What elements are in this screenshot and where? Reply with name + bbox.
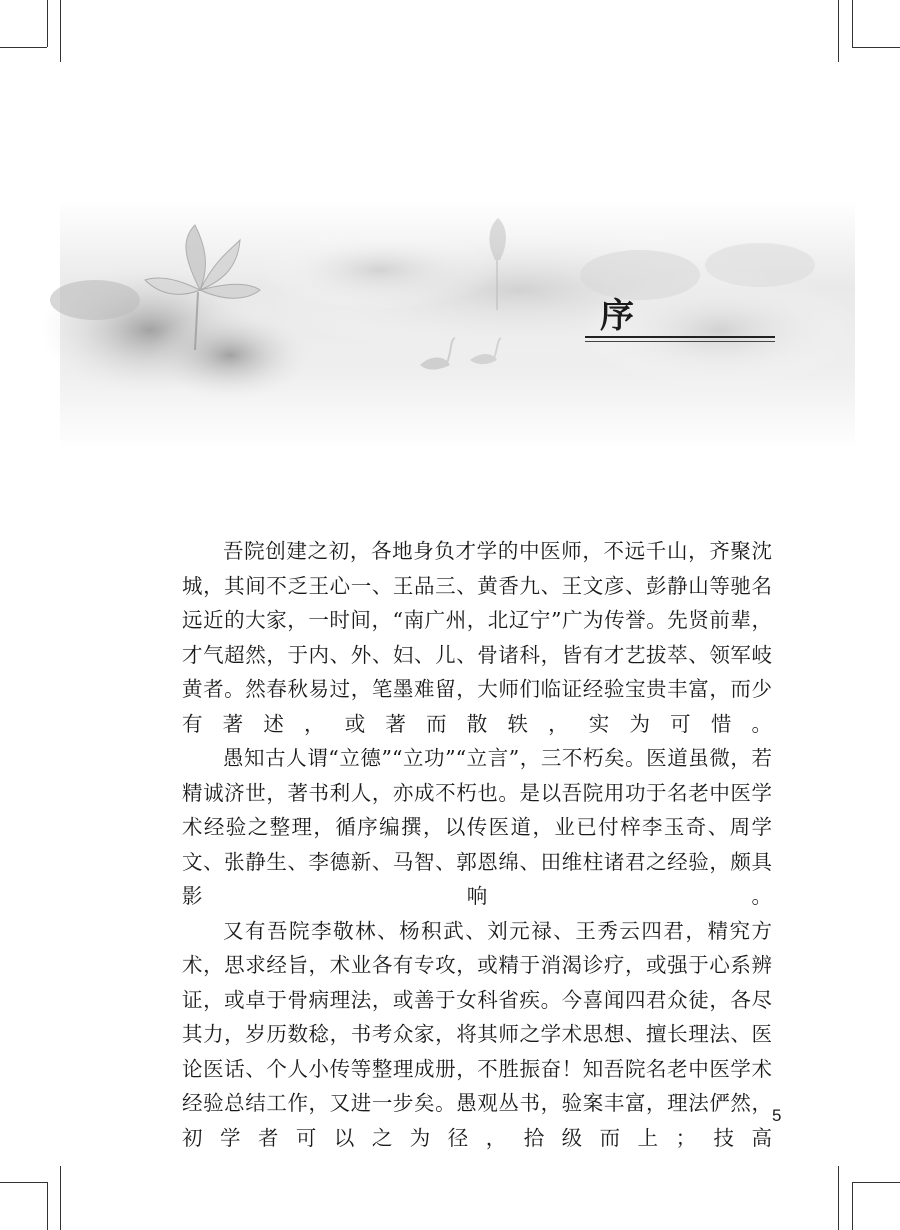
crop-mark-top-left-h bbox=[0, 47, 47, 48]
paragraph: 愚知古人谓“立德”“立功”“立言”，三不朽矣。医道虽微，若精诚济世，著书利人，亦成不朽也。是以吾院用功于名老中医学术经验之整理，循序编撰，以传医道，业已付梓李玉奇、周学文、张静生、李德新、马智、郭恩绵、田维柱诸君之经验，颇具影响。 bbox=[182, 746, 772, 908]
page-title: 序 bbox=[600, 296, 636, 336]
crop-mark-bottom-right-v bbox=[838, 1166, 839, 1230]
page-number: 5 bbox=[772, 1106, 782, 1125]
crop-mark-bottom-right-v2 bbox=[852, 1182, 853, 1230]
crop-mark-bottom-right-h bbox=[852, 1182, 900, 1183]
crop-mark-top-right-v2 bbox=[852, 0, 853, 47]
lotus-banner-illustration bbox=[0, 180, 900, 460]
paragraph: 又有吾院李敬林、杨积武、刘元禄、王秀云四君，精究方术，思求经旨，术业各有专攻，或精于消渴诊疗，或强于心系辨证，或卓于骨病理法，或善于女科省疾。今喜闻四君众徒，各尽其力，岁历数稔，书考众家，将其师之学术思想、擅长理法、医论医话、个人小传等整理成册，不胜振奋！知吾院名老中医学术经验总结工作，又进一步矣。愚观丛书，验案丰富，理法俨然，初学者可以之为径，拾级而上；技高 bbox=[182, 918, 772, 1150]
mist-cloud bbox=[705, 243, 815, 287]
title-underline bbox=[585, 336, 775, 338]
crop-mark-bottom-left-v bbox=[60, 1166, 61, 1230]
crop-mark-bottom-left-v2 bbox=[47, 1182, 48, 1230]
body-text bbox=[182, 534, 772, 1155]
lotus-leaf bbox=[150, 310, 310, 400]
mist-cloud bbox=[260, 230, 500, 310]
mist-cloud bbox=[580, 250, 700, 300]
crop-mark-top-left-v2 bbox=[47, 0, 48, 47]
paragraph: 吾院创建之初，各地身负才学的中医师，不远千山，齐聚沈城，其间不乏王心一、王品三、黄香九、王文彦、彭静山等驰名远近的大家，一时间，“南广州，北辽宁”广为传誉。先贤前辈，才气超然，于内、外、妇、儿、骨诸科，皆有才艺拔萃、领军岐黄者。然春秋易过，笔墨难留，大师们临证经验宝贵丰富，而少有著述，或著而散轶，实为可惜。 bbox=[182, 539, 772, 736]
crop-mark-top-right-v bbox=[838, 0, 839, 62]
crop-mark-top-left-v bbox=[60, 0, 61, 62]
title-underline-thin bbox=[585, 341, 775, 342]
crop-mark-bottom-left-h bbox=[0, 1182, 47, 1183]
lotus-leaf bbox=[50, 280, 140, 320]
crop-mark-top-right-h bbox=[852, 47, 900, 48]
